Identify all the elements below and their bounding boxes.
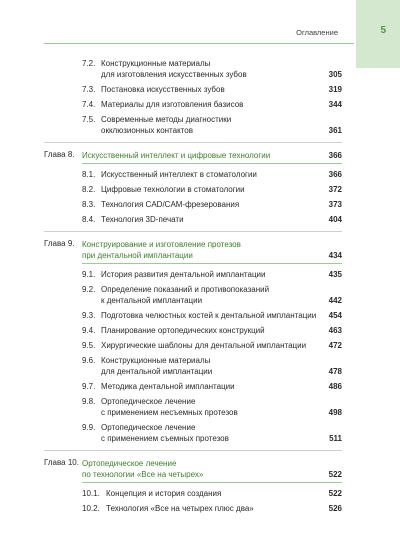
section-number: 9.9. <box>82 423 96 432</box>
section-number: 8.2. <box>82 185 96 194</box>
section-title: с применением несъемных протезов <box>101 408 238 417</box>
section-title: Материалы для изготовления базисов <box>101 100 244 109</box>
section-title: Постановка искусственных зубов <box>101 85 225 94</box>
chapter-title-rule <box>82 263 342 264</box>
section-number: 9.2. <box>82 285 96 294</box>
page-ref: 305 <box>328 70 342 79</box>
section-title: Ортопедическое лечение <box>101 423 196 432</box>
section-title: Искусственный интеллект в стоматологии <box>101 170 257 179</box>
page-ref: 442 <box>328 296 342 305</box>
section-title: для дентальной имплантации <box>101 367 213 376</box>
chapter-page-ref: 366 <box>328 151 342 160</box>
section-number: 9.1. <box>82 270 96 279</box>
section-number: 9.5. <box>82 341 96 350</box>
section-title: для изготовления искусственных зубов <box>101 70 247 79</box>
section-title: Ортопедическое лечение <box>101 397 196 406</box>
chapter-separator <box>44 231 342 232</box>
section-number: 8.4. <box>82 215 96 224</box>
page-ref: 478 <box>328 367 342 376</box>
page-ref: 372 <box>328 185 342 194</box>
section-title: Планирование ортопедических конструкций <box>101 326 265 335</box>
chapter-title: Конструирование и изготовление протезов <box>82 240 241 249</box>
section-title: Конструкционные материалы <box>101 59 211 68</box>
page-ref: 361 <box>328 126 342 135</box>
page-ref: 498 <box>328 408 342 417</box>
chapter-label: Глава 8. <box>44 150 75 159</box>
page-ref: 526 <box>328 504 342 513</box>
page-ref: 344 <box>328 100 342 109</box>
section-number: 7.5. <box>82 115 96 124</box>
section-title: Хирургические шаблоны для дентальной имплантации <box>101 341 307 350</box>
page-ref: 366 <box>328 170 342 179</box>
page-ref: 511 <box>329 434 342 443</box>
page-ref: 472 <box>328 341 342 350</box>
section-title: Конструкционные материалы <box>101 356 211 365</box>
section-title: Определение показаний и противопоказаний <box>101 285 270 294</box>
section-title: Современные методы диагностики <box>101 115 232 124</box>
section-number: 9.7. <box>82 382 96 391</box>
chapter-title: при дентальной имплантации <box>82 251 193 260</box>
chapter-title-rule <box>82 163 342 164</box>
section-title: Технология 3D-печати <box>101 215 184 224</box>
section-number: 9.3. <box>82 311 96 320</box>
section-title: окклюзионных контактов <box>101 126 193 135</box>
chapter-separator <box>44 450 342 451</box>
section-number: 7.2. <box>82 59 96 68</box>
chapter-separator <box>44 142 342 143</box>
section-number: 9.6. <box>82 356 96 365</box>
corner-tab <box>356 0 400 68</box>
page-ref: 435 <box>328 270 342 279</box>
chapter-label: Глава 9. <box>44 239 75 248</box>
page-ref: 454 <box>328 311 342 320</box>
page-number: 5 <box>380 25 386 36</box>
page-ref: 373 <box>328 200 342 209</box>
section-title: к дентальной имплантации <box>101 296 203 305</box>
section-number: 8.1. <box>82 170 96 179</box>
section-number: 7.4. <box>82 100 96 109</box>
chapter-label: Глава 10. <box>44 458 79 467</box>
section-title: Подготовка челюстных костей к дентальной имплантации <box>101 311 317 320</box>
section-title: с применением съемных протезов <box>101 434 229 443</box>
page-ref: 486 <box>328 382 342 391</box>
section-number: 7.3. <box>82 85 96 94</box>
chapter-title: Ортопедическое лечение <box>82 459 177 468</box>
chapter-title-rule <box>82 482 342 483</box>
page-ref: 404 <box>328 215 342 224</box>
header-rule <box>44 43 354 44</box>
section-number: 10.2. <box>82 504 100 513</box>
chapter-page-ref: 434 <box>328 251 342 260</box>
section-title: Методика дентальной имплантации <box>101 382 235 391</box>
chapter-title: Искусственный интеллект и цифровые технологии <box>82 151 271 160</box>
section-title: Цифровые технологии в стоматологии <box>101 185 245 194</box>
section-number: 9.8. <box>82 397 96 406</box>
chapter-title: по технологии «Все на четырех» <box>82 470 204 479</box>
section-number: 9.4. <box>82 326 96 335</box>
section-number: 8.3. <box>82 200 96 209</box>
running-title: Оглавление <box>296 28 338 37</box>
section-title: Технология «Все на четырех плюс два» <box>106 504 254 513</box>
section-title: История развития дентальной имплантации <box>101 270 266 279</box>
section-number: 10.1. <box>82 489 100 498</box>
section-title: Технология CAD/CAM-фрезерования <box>101 200 240 209</box>
section-title: Концепция и история создания <box>106 489 222 498</box>
page-ref: 522 <box>328 489 342 498</box>
page-ref: 463 <box>328 326 342 335</box>
page-ref: 319 <box>328 85 342 94</box>
chapter-page-ref: 522 <box>328 470 342 479</box>
